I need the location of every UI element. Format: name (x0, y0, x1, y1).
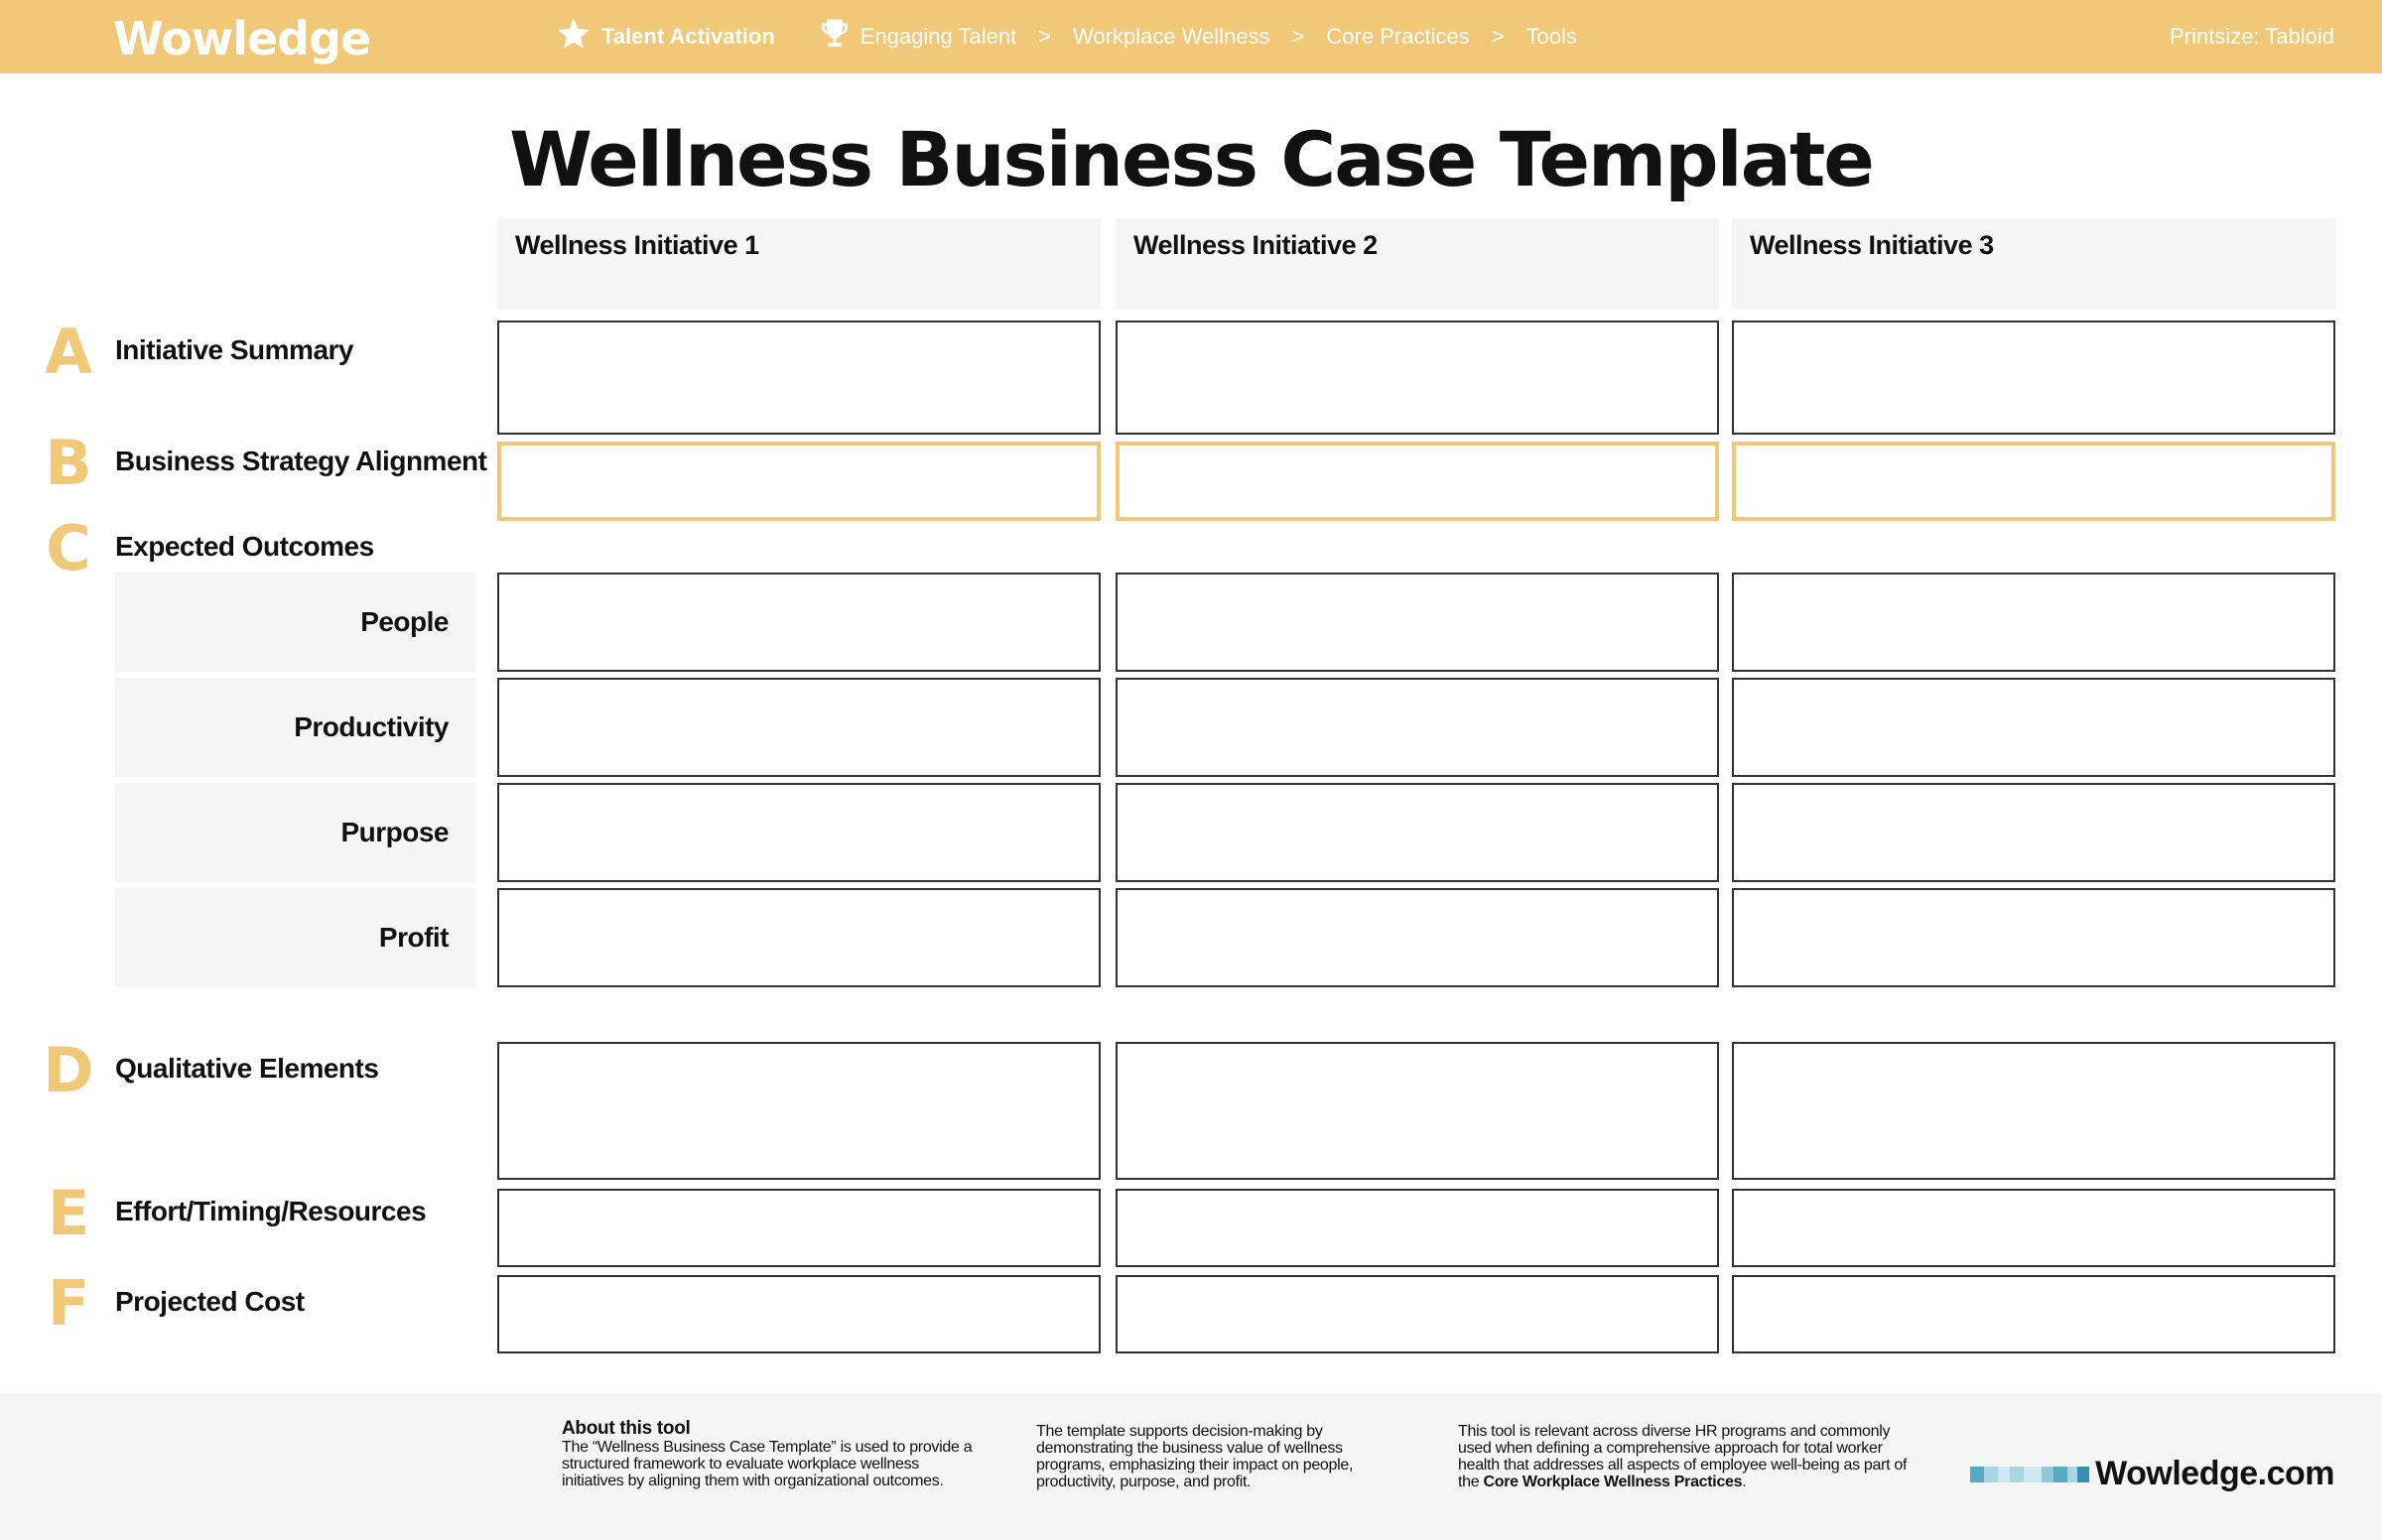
cell-e-2[interactable] (1116, 1189, 1719, 1267)
wowledge-logo[interactable]: Wowledge (113, 12, 371, 65)
subrow-label-people: People (115, 573, 476, 672)
section-letter-c: C (46, 512, 91, 584)
breadcrumb-label: Engaging Talent (860, 24, 1017, 49)
trophy-icon (819, 17, 851, 57)
footer-about-text: The “Wellness Business Case Template” is used to provide a structured framework to evaluate workplace wellness initiatives by aligning them with organizational outcomes. (562, 1439, 973, 1489)
breadcrumb-core-practices[interactable] (1326, 24, 1469, 50)
cell-c-people-3[interactable] (1732, 573, 2335, 672)
breadcrumb-separator: > (1491, 24, 1505, 49)
section-letter-d: D (43, 1034, 94, 1106)
cell-d-1[interactable] (497, 1042, 1101, 1180)
breadcrumb-tools[interactable] (1526, 24, 1577, 50)
section-letter-a: A (45, 316, 92, 388)
breadcrumb (556, 0, 1577, 73)
footer-about-title: About this tool (562, 1418, 691, 1439)
subrow-label-purpose: Purpose (115, 783, 476, 882)
cell-a-3[interactable] (1732, 321, 2335, 435)
subrow-label-productivity: Productivity (115, 678, 476, 777)
column-header-2: Wellness Initiative 2 (1116, 218, 1719, 310)
breadcrumb-talent-activation[interactable] (556, 16, 775, 58)
column-header-1: Wellness Initiative 1 (497, 218, 1101, 310)
row-label-business-strategy-alignment: Business Strategy Alignment (115, 446, 487, 476)
footer-col3-end: . (1742, 1474, 1747, 1490)
cell-c-purpose-2[interactable] (1116, 783, 1719, 882)
cell-f-1[interactable] (497, 1275, 1101, 1353)
cell-c-purpose-1[interactable] (497, 783, 1101, 882)
cell-c-profit-2[interactable] (1116, 888, 1719, 987)
row-label-effort-timing-resources: Effort/Timing/Resources (115, 1196, 427, 1226)
cell-e-3[interactable] (1732, 1189, 2335, 1267)
top-bar (0, 0, 2382, 73)
cell-c-profit-1[interactable] (497, 888, 1101, 987)
brand-name: Wowledge.com (2095, 1455, 2334, 1492)
subrow-label-profit: Profit (115, 888, 476, 987)
cell-c-productivity-2[interactable] (1116, 678, 1719, 777)
cell-a-2[interactable] (1116, 321, 1719, 435)
footer-core-practices-link[interactable]: Core Workplace Wellness Practices (1483, 1474, 1743, 1490)
column-header-3: Wellness Initiative 3 (1732, 218, 2335, 310)
brand-bars-icon (1970, 1467, 2089, 1482)
cell-c-profit-3[interactable] (1732, 888, 2335, 987)
breadcrumb-label: Core Practices (1326, 24, 1470, 49)
printsize-label: Printsize: Tabloid (2170, 24, 2334, 49)
cell-c-productivity-3[interactable] (1732, 678, 2335, 777)
breadcrumb-label: Tools (1525, 24, 1577, 49)
breadcrumb-separator: > (1291, 24, 1305, 49)
section-letter-b: B (45, 427, 92, 499)
cell-f-2[interactable] (1116, 1275, 1719, 1353)
footer-col2 (1036, 1423, 1403, 1490)
footer-col2-text: The template supports decision-making by demonstrating the business value of wellness programs, emphasizing their impact on people, productivity, purpose, and profit. (1036, 1423, 1354, 1490)
cell-d-2[interactable] (1116, 1042, 1719, 1180)
breadcrumb-label: Talent Activation (601, 24, 775, 49)
breadcrumb-label: Workplace Wellness (1073, 24, 1270, 49)
page-title-text: Wellness Business Case Template (509, 115, 1873, 203)
breadcrumb-separator: > (1038, 24, 1052, 49)
cell-d-3[interactable] (1732, 1042, 2335, 1180)
cell-c-purpose-3[interactable] (1732, 783, 2335, 882)
section-letter-e: E (47, 1177, 90, 1249)
breadcrumb-engaging-talent[interactable] (819, 17, 1016, 57)
footer (0, 1393, 2382, 1540)
footer-brand[interactable] (1970, 1455, 2334, 1493)
cell-b-3[interactable] (1732, 442, 2335, 521)
cell-e-1[interactable] (497, 1189, 1101, 1267)
footer-about (562, 1419, 979, 1489)
cell-f-3[interactable] (1732, 1275, 2335, 1353)
cell-c-people-2[interactable] (1116, 573, 1719, 672)
row-label-projected-cost: Projected Cost (115, 1286, 305, 1317)
page-title (0, 115, 2382, 203)
row-label-qualitative-elements: Qualitative Elements (115, 1053, 379, 1084)
breadcrumb-workplace-wellness[interactable] (1073, 24, 1269, 50)
section-letter-f: F (47, 1267, 90, 1340)
cell-b-2[interactable] (1116, 442, 1719, 521)
footer-col3-text: This tool is relevant across diverse HR programs and commonly used when defining a comprehensive approach for total worker health that addresses all aspects of employee well-being as part of the (1458, 1423, 1908, 1490)
cell-b-1[interactable] (497, 442, 1101, 521)
cell-c-people-1[interactable] (497, 573, 1101, 672)
row-label-initiative-summary: Initiative Summary (115, 334, 353, 365)
star-icon (556, 16, 592, 58)
footer-col3 (1458, 1423, 1924, 1490)
cell-c-productivity-1[interactable] (497, 678, 1101, 777)
cell-a-1[interactable] (497, 321, 1101, 435)
row-label-expected-outcomes: Expected Outcomes (115, 531, 374, 562)
